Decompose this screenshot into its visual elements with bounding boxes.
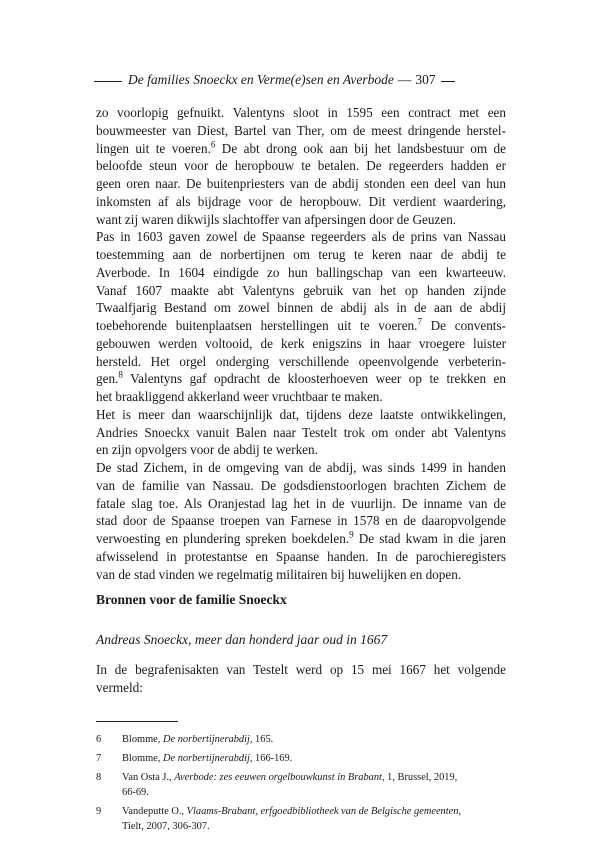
footnote-number: 6 <box>96 734 102 745</box>
body-line: Vanaf 1607 maakte abt Valentyns gebruik van het op handen zijnde <box>96 282 506 298</box>
footnote-ref: 8 <box>118 369 123 380</box>
body-line: van de stad vinden we regelmatig militairen bij huwelijken en dopen. <box>96 566 462 582</box>
footnote-8: 8 Van Osta J., Averbode: zes eeuwen orgelbouwkunst in Brabant, 1, Brussel, 2019, 66-69. <box>96 772 458 798</box>
header-separator-rule: — <box>397 72 412 87</box>
body-line: Twaalfjarig Bestand om zowel binnen de abdij als in de aan de abdij <box>96 300 506 316</box>
body-line: fatale slag toe. Als Oranjestad lag het in de vuurlijn. De inname van de <box>96 495 506 511</box>
footnote-number: 7 <box>96 753 102 764</box>
body-line: bouwmeester van Diest, Bartel van Ther, om de meest dringende herstel- <box>96 122 506 138</box>
subsection-heading: Andreas Snoeckx, meer dan honderd jaar oud in 1667 <box>96 632 388 647</box>
body-line: Andries Snoeckx vanuit Balen naar Testelt trok om onder abt Valentyns <box>96 424 506 440</box>
footnote-ref: 6 <box>210 139 216 150</box>
body-line: van de familie van Nassau. De godsdienstoorlogen brachten Zichem de <box>96 477 506 493</box>
footnote-9: 9 Vandeputte O., Vlaams-Brabant, erfgoedbibliotheek van de Belgische gemeenten, Tielt, 2007, 306-307. <box>96 806 462 832</box>
running-title: De families Snoeckx en Verme(e)sen en Averbode <box>128 72 394 87</box>
body-line: Het is meer dan waarschijnlijk dat, tijdens deze laatste ontwikkelingen, <box>96 406 506 422</box>
body-line: lingen uit te voeren.$^6$ De abt drong ook aan bij het landsbestuur om de <box>96 139 507 156</box>
body-line: hersteld. Het orgel onderging verschillende opeenvolgende verbeterin- <box>96 353 506 369</box>
body-line: inkomsten af als bijdrage voor de heropbouw. Dit verdient waardering, <box>96 193 506 209</box>
body-line: afwisselend in protestantse en Spaanse handen. In de parochieregisters <box>96 548 506 564</box>
footnote-number: 9 <box>96 806 102 817</box>
body-line: gebouwen werden voltooid, de kerk enigszins in haar vroegere luister <box>96 335 506 351</box>
body-line: In de begrafenisakten van Testelt werd op 15 mei 1667 het volgende <box>96 662 506 677</box>
body-line: verwoesting en plundering spreken boekdelen.$^9$ De stad kwam in die jaren <box>96 529 506 546</box>
body-line: geen oren naar. De buitenpriesters van de abdij stonden een deel van hun <box>96 176 506 191</box>
body-text <box>96 104 506 583</box>
body-line: zo voorlopig gefnuikt. Valentyns sloot in 1595 een contract met een <box>96 105 506 120</box>
footnote-number: 8 <box>96 772 102 783</box>
page-number: 307 <box>415 72 436 87</box>
body-line: want zij waren dikwijls slachtoffer van afpersingen door de Geuzen. <box>96 211 457 227</box>
body-line: vermeld: <box>96 680 143 695</box>
footnote-separator <box>96 721 178 722</box>
body-line: toebehorende buitenplaatsen herstellingen uit te voeren.$^7$ De convents- <box>96 316 506 333</box>
body-line: beloofde steun voor de heropbouw te betalen. De regeerders hadden er <box>96 158 506 174</box>
body-line: gen.$^8$ Valentyns gaf opdracht de kloosterhoeven weer op te trekken en <box>96 369 506 387</box>
body-line: en zijn opvolgers voor de abdij te werken. <box>96 442 318 458</box>
header-rule-right <box>441 81 455 82</box>
body-line: Averbode. In 1604 eindigde zo hun ballingschap van een kwarteeuw. <box>96 264 506 280</box>
body-line: toestemming aan de norbertijnen om terug te keren naar de abdij te <box>96 247 506 262</box>
body-line: stad door de Spaanse troepen van Farnese in 1578 en de daaropvolgende <box>96 513 506 529</box>
footnote-ref: 9 <box>349 529 354 540</box>
body-line: Pas in 1603 gaven zowel de Spaanse regeerders als de prins van Nassau <box>96 229 506 245</box>
footnote-6: 6 Blomme, De norbertijnerabdij, 165. <box>96 733 506 748</box>
footnote-7: 7 Blomme, De norbertijnerabdij, 166-169. <box>96 752 506 767</box>
running-header <box>94 71 506 89</box>
body-line: het braakliggend akkerland weer vruchtbaar te maken. <box>96 389 383 404</box>
section-heading: Bronnen voor de familie Snoeckx <box>96 592 287 607</box>
header-rule-left <box>94 81 122 82</box>
paragraph <box>96 661 506 697</box>
body-line: De stad Zichem, in de omgeving van de abdij, was sinds 1499 in handen <box>96 460 506 475</box>
footnote-ref: 7 <box>417 316 422 327</box>
